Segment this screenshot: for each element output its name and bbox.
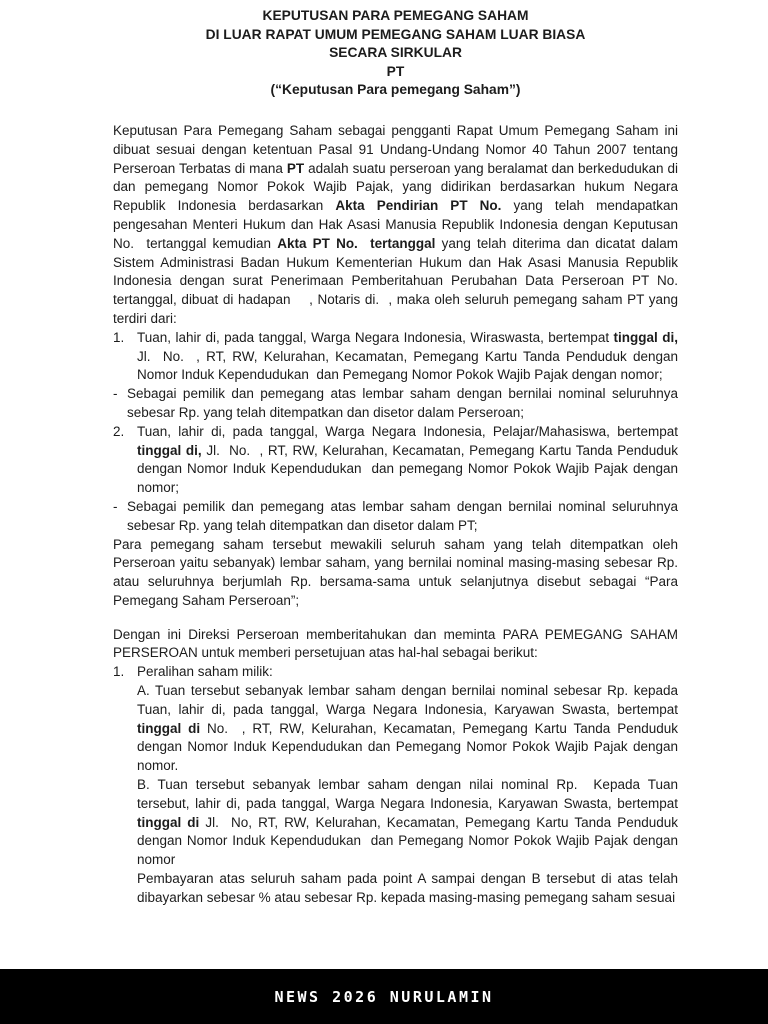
transfer-point-a — [137, 682, 678, 776]
text-segment: No. , RT, RW, Kelurahan, Kecamatan, Pemegang Kartu Tanda Penduduk dengan Nomor Induk Kependudukan dan Pemegang Nomor Pokok Wajib Pajak dengan nomor. — [137, 720, 678, 774]
sub-bullet-text — [127, 385, 678, 423]
text-segment: Jl. No. , RT, RW, Kelurahan, Kecamatan, Pemegang Kartu Tanda Penduduk dengan Nomor Induk Kependudukan dan pemegang Nomor Pokok Wajib Pajak dengan nomor; — [137, 442, 678, 496]
text-segment: Jl. No. , RT, RW, Kelurahan, Kecamatan, Pemegang Kartu Tanda Penduduk dengan Nomor Induk Kependudukan dan Pemegang Nomor Pokok Wajib Pajak dengan nomor; — [137, 348, 678, 383]
list-number: 2. — [113, 423, 125, 439]
text-segment: Keputusan Para Pemegang Saham sebagai pengganti Rapat Umum Pemegang Saham ini dibuat sesuai dengan ketentuan Pasal 91 Undang-Undang Nomor 40 Tahun 2007 tentang Perseroan Terbatas di mana — [113, 122, 678, 176]
text-segment: Sebagai pemilik dan pemegang atas lembar saham dengan bernilai nominal seluruhnya sebesar Rp. yang telah ditempatkan dan disetor dalam Perseroan; — [127, 386, 678, 420]
shareholder-item-1 — [113, 329, 678, 385]
document-body — [113, 122, 678, 908]
text-segment: adalah suatu perseroan yang beralamat dan berkedudukan di dan pemegang Nomor Pokok Wajib Pajak, yang didirikan berdasarkan hukum Negara Republik Indonesia berdasarkan — [113, 160, 678, 214]
dash-bullet: - — [113, 498, 118, 514]
bold-text-segment: tinggal di — [137, 814, 200, 830]
text-segment: B. Tuan tersebut sebanyak lembar saham dengan nilai nominal Rp. Kepada Tuan tersebut, lahir di, pada tanggal, Warga Negara Indonesia, Karyawan Swasta, bertempat — [137, 777, 678, 811]
bold-text-segment: tinggal di, — [613, 329, 678, 345]
title-line-1: KEPUTUSAN PARA PEMEGANG SAHAM — [262, 8, 529, 23]
list-item-text — [137, 423, 678, 498]
text-segment: A. Tuan tersebut sebanyak lembar saham dengan bernilai nominal sebesar Rp. kepada Tuan, lahir di, pada tanggal, Warga Negara Indonesia, Karyawan Swasta, bertempat — [137, 683, 678, 717]
document-title — [113, 7, 678, 100]
transfer-point-b — [137, 776, 678, 870]
bold-text-segment: Akta PT No. tertanggal — [277, 235, 436, 251]
shareholder-item-2 — [113, 423, 678, 498]
footer-banner — [0, 969, 768, 1024]
payment-paragraph — [137, 870, 678, 908]
text-segment: Sebagai pemilik dan pemegang atas lembar saham dengan bernilai nominal seluruhnya sebesar Rp. yang telah ditempatkan dan disetor dalam PT; — [127, 498, 678, 533]
bold-text-segment: Akta Pendirian PT No. — [335, 198, 502, 214]
text-segment: Tuan, lahir di, pada tanggal, Warga Negara Indonesia, Wiraswasta, bertempat — [137, 329, 614, 345]
list-number: 1. — [113, 329, 125, 345]
text-segment: yang telah mendapatkan pengesahan Menteri Hukum dan Hak Asasi Manusia Republik Indonesia dengan Keputusan No. tertanggal kemudian — [113, 198, 678, 251]
directors-request-paragraph — [113, 626, 678, 664]
title-line-4: PT — [386, 63, 405, 79]
title-line-2: DI LUAR RAPAT UMUM PEMEGANG SAHAM LUAR BIASA — [205, 26, 586, 42]
text-segment: Pembayaran atas seluruh saham pada point A sampai dengan B tersebut di atas telah dibayarkan sebesar % atau sebesar Rp. kepada masing-masing pemegang saham sesuai — [137, 871, 678, 905]
shareholder-item-2-ownership — [113, 498, 678, 536]
footer-watermark-text: NEWS 2026 NURULAMIN — [274, 987, 494, 1006]
shareholders-summary-paragraph — [113, 536, 678, 611]
list-number: 1. — [113, 664, 125, 680]
sub-bullet-text — [127, 498, 678, 536]
text-segment: Peralihan saham milik: — [137, 664, 273, 680]
text-segment: Jl. No, RT, RW, Kelurahan, Kecamatan, Pemegang Kartu Tanda Penduduk dengan Nomor Induk Kependudukan dan Pemegang Nomor Pokok Wajib Pajak dengan nomor — [137, 814, 678, 868]
shareholder-item-1-ownership — [113, 385, 678, 423]
list-item-text — [137, 329, 678, 385]
bold-text-segment: tinggal di — [137, 720, 201, 736]
dash-bullet: - — [113, 386, 118, 402]
bold-text-segment: tinggal di, — [137, 442, 202, 458]
text-segment: Para pemegang saham tersebut mewakili seluruh saham yang telah ditempatkan oleh Perseroan yaitu sebanyak) lembar saham, yang bernilai nominal masing-masing sebesar Rp. atau seluruhnya berjumlah Rp. bersama-sama untuk selanjutnya disebut sebagai “Para Pemegang Saham Perseroan”; — [113, 536, 678, 608]
opening-paragraph — [113, 122, 678, 329]
bold-text-segment: PT — [286, 160, 305, 176]
text-segment: Tuan, lahir di, pada tanggal, Warga Negara Indonesia, Pelajar/Mahasiswa, bertempat — [137, 423, 678, 439]
title-line-5: (“Keputusan Para pemegang Saham”) — [270, 82, 521, 98]
resolution-item-1 — [113, 663, 678, 682]
list-item-text — [137, 663, 678, 682]
title-line-3: SECARA SIRKULAR — [329, 45, 462, 61]
text-segment: Dengan ini Direksi Perseroan memberitahukan dan meminta PARA PEMEGANG SAHAM PERSEROAN untuk memberi persetujuan atas hal-hal sebagai berikut: — [113, 626, 678, 661]
text-segment: yang telah diterima dan dicatat dalam Sistem Administrasi Badan Hukum Kementerian Hukum dan Hak Asasi Manusia Republik Indonesia dengan surat Penerimaan Pemberitahuan Perubahan Data Perseroan PT No. tertanggal, dibuat di hadapan , Notaris di. , maka oleh seluruh pemegang saham PT yang terdiri dari: — [113, 235, 678, 326]
